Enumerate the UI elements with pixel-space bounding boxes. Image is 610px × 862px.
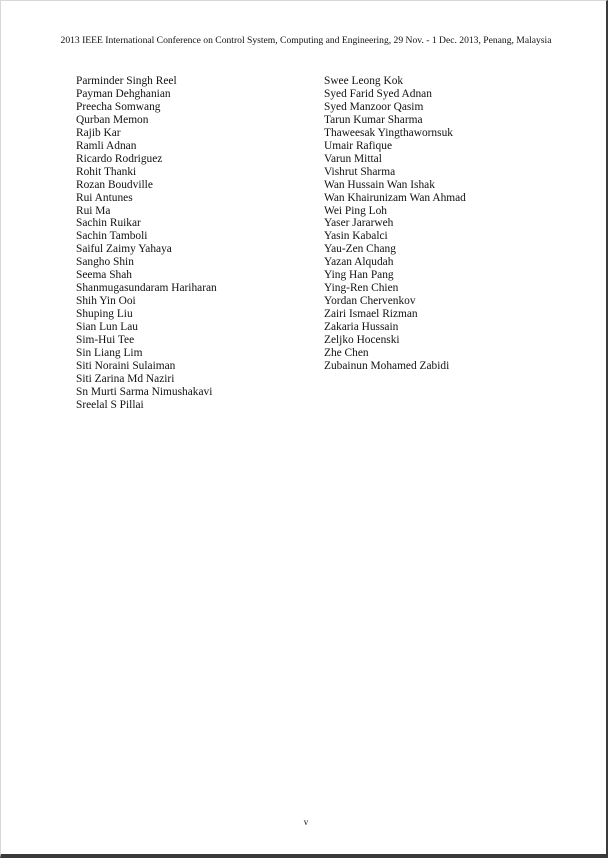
author-name: Saiful Zaimy Yahaya bbox=[76, 243, 172, 256]
author-name: Rui Ma bbox=[76, 204, 111, 217]
author-name: Sim-Hui Tee bbox=[76, 334, 135, 347]
author-name: Siti Zarina Md Naziri bbox=[76, 372, 175, 385]
author-name: Qurban Memon bbox=[76, 113, 149, 126]
author-name: Zairi Ismael Rizman bbox=[324, 308, 418, 321]
author-name: Ramli Adnan bbox=[76, 139, 137, 152]
author-name: Zhe Chen bbox=[324, 347, 369, 360]
author-name: Sian Lun Lau bbox=[76, 321, 139, 334]
author-name: Zakaria Hussain bbox=[324, 321, 399, 334]
author-name: Yasin Kabalci bbox=[324, 230, 388, 243]
author-name: Rohit Thanki bbox=[76, 165, 137, 178]
author-name: Shuping Liu bbox=[76, 308, 133, 321]
author-name: Ying-Ren Chien bbox=[324, 282, 399, 295]
author-name: Thaweesak Yingthawornsuk bbox=[324, 126, 453, 139]
author-name: Yazan Alqudah bbox=[324, 256, 394, 269]
author-name: Seema Shah bbox=[76, 269, 132, 282]
author-name: Sin Liang Lim bbox=[76, 347, 143, 360]
author-name: Vishrut Sharma bbox=[324, 165, 396, 178]
author-name: Swee Leong Kok bbox=[324, 75, 404, 87]
author-name: Rui Antunes bbox=[76, 191, 133, 204]
author-name: Sn Murti Sarma Nimushakavi bbox=[76, 385, 213, 398]
author-name: Sreelal S Pillai bbox=[76, 398, 144, 411]
author-name: Sangho Shin bbox=[76, 256, 134, 269]
author-list-right bbox=[324, 75, 466, 373]
page-number: v bbox=[303, 817, 309, 827]
author-name: Ricardo Rodriguez bbox=[76, 152, 163, 165]
author-name: Shih Yin Ooi bbox=[76, 295, 136, 308]
author-name: Ying Han Pang bbox=[324, 269, 394, 282]
author-name: Siti Noraini Sulaiman bbox=[76, 359, 176, 372]
author-list-left bbox=[76, 75, 217, 412]
author-name: Yau-Zen Chang bbox=[324, 243, 396, 256]
author-name: Syed Manzoor Qasim bbox=[324, 100, 424, 113]
author-name: Wan Khairunizam Wan Ahmad bbox=[324, 191, 466, 204]
author-name: Tarun Kumar Sharma bbox=[324, 113, 423, 126]
author-name: Wei Ping Loh bbox=[324, 204, 387, 217]
author-name: Parminder Singh Reel bbox=[76, 75, 177, 87]
author-name: Syed Farid Syed Adnan bbox=[324, 87, 432, 100]
conference-header: 2013 IEEE International Conference on Control System, Computing and Engineering, 29 Nov. - 1 Dec. 2013, Penang, Malaysia bbox=[60, 35, 552, 46]
author-name: Yordan Chervenkov bbox=[324, 295, 416, 308]
author-name: Payman Dehghanian bbox=[76, 87, 171, 100]
author-name: Umair Rafique bbox=[324, 139, 393, 152]
author-name: Sachin Ruikar bbox=[76, 217, 141, 230]
author-name: Varun Mittal bbox=[324, 152, 382, 165]
author-name: Preecha Somwang bbox=[76, 100, 161, 113]
author-name: Rozan Boudville bbox=[76, 178, 153, 191]
author-name: Wan Hussain Wan Ishak bbox=[324, 178, 435, 191]
author-name: Sachin Tamboli bbox=[76, 230, 148, 243]
author-name: Zeljko Hocenski bbox=[324, 334, 400, 347]
author-name: Rajib Kar bbox=[76, 126, 121, 139]
author-name: Zubainun Mohamed Zabidi bbox=[324, 359, 450, 372]
author-name: Shanmugasundaram Hariharan bbox=[76, 282, 217, 295]
author-name: Yaser Jararweh bbox=[324, 217, 394, 230]
